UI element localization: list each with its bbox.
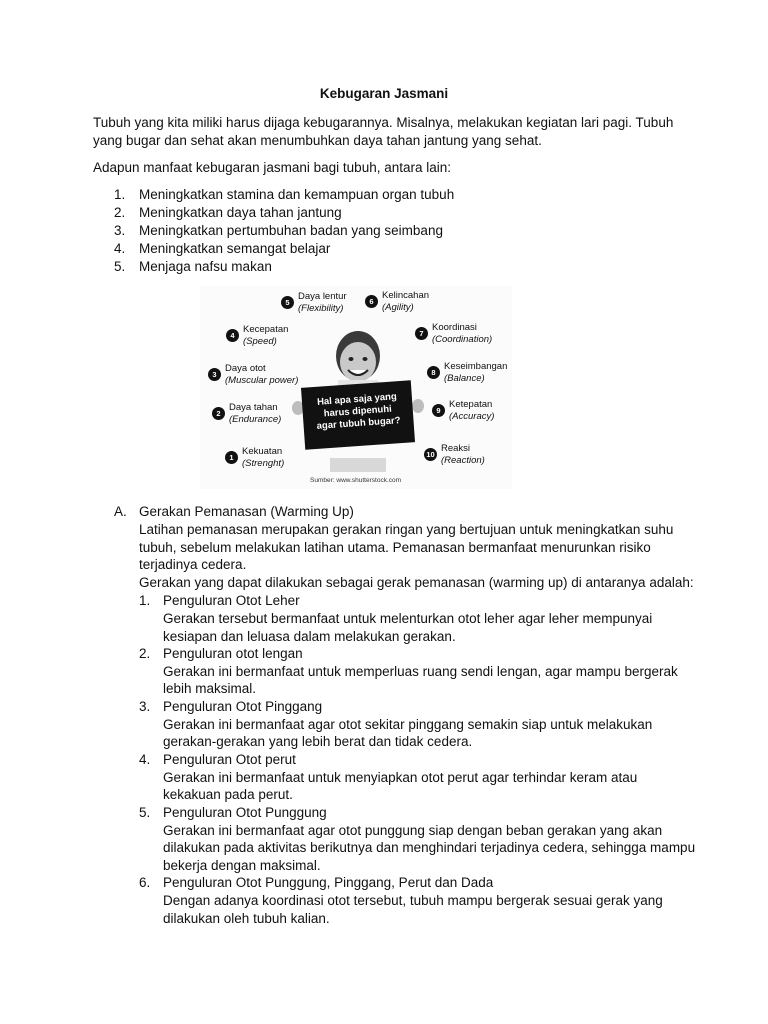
board-line: Hal apa saja yang xyxy=(316,391,398,408)
fitness-item-label: Kecepatan xyxy=(243,324,289,335)
fitness-item xyxy=(441,443,485,467)
fitness-item-english: (Speed) xyxy=(243,336,277,347)
list-item-number: 3. xyxy=(114,223,126,238)
section-paragraph-line: tubuh, sebelum melakukan latihan utama. Pemanasan bermanfaat menurunkan risiko xyxy=(139,540,651,555)
number-badge: 3 xyxy=(208,368,221,381)
fitness-item xyxy=(243,324,288,348)
subitem-number: 6. xyxy=(139,875,151,890)
fitness-item-english: (Endurance) xyxy=(229,414,282,425)
subitem-desc-line: gerakan-gerakan yang lebih berat dan tidak cedera. xyxy=(163,734,473,749)
number-badge: 7 xyxy=(415,327,428,340)
subitem-desc-line: Gerakan ini bermanfaat untuk menyiapkan otot perut agar terhindar keram atau xyxy=(163,770,638,785)
fitness-item-english: (Flexibility) xyxy=(298,303,344,314)
fitness-item xyxy=(449,399,494,423)
subitem-desc-line: Gerakan ini bermanfaat agar otot punggung siap dengan beban gerakan yang akan xyxy=(163,823,663,838)
section-paragraph-line: Latihan pemanasan merupakan gerakan ringan yang bertujuan untuk meningkatkan suhu xyxy=(139,522,674,537)
list-item-number: 1. xyxy=(114,187,126,202)
fitness-item xyxy=(229,402,281,426)
fitness-item-label: Daya lentur xyxy=(298,291,347,302)
subitem-desc-line: bekerja dengan maksimal. xyxy=(163,858,321,873)
page-title: Kebugaran Jasmani xyxy=(319,86,449,101)
fitness-item-label: Kekuatan xyxy=(242,446,283,457)
fitness-item-english: (Reaction) xyxy=(441,455,485,466)
fitness-item xyxy=(382,290,429,314)
subitem-desc-line: lebih maksimal. xyxy=(163,681,257,696)
subitem-title: Penguluran Otot Leher xyxy=(163,593,300,608)
fitness-item xyxy=(298,291,347,315)
subitem-desc-line: kesiapan dan leluasa dalam melakukan gerakan. xyxy=(163,629,456,644)
fitness-components-figure xyxy=(200,286,512,489)
subitem-title: Penguluran Otot Pinggang xyxy=(163,699,323,714)
subitem-title: Penguluran otot lengan xyxy=(163,646,303,661)
fitness-item xyxy=(432,322,492,346)
subitem-number: 1. xyxy=(139,593,151,608)
subitem-number: 2. xyxy=(139,646,151,661)
fitness-item xyxy=(444,361,507,385)
list-item: Meningkatkan semangat belajar xyxy=(139,241,331,256)
fitness-item-english: (Agility) xyxy=(382,302,414,313)
list-item: Meningkatkan pertumbuhan badan yang seimbang xyxy=(139,223,443,238)
board-line: agar tubuh bugar? xyxy=(316,415,401,432)
fitness-item-label: Daya otot xyxy=(225,363,266,374)
list-item: Meningkatkan stamina dan kemampuan organ tubuh xyxy=(139,187,455,202)
subitem-desc-line: Dengan adanya koordinasi otot tersebut, tubuh mampu bergerak sesuai gerak yang xyxy=(163,893,663,908)
subitem-desc-line: Gerakan tersebut bermanfaat untuk melenturkan otot leher agar leher mempunyai xyxy=(163,611,653,626)
number-badge: 10 xyxy=(424,448,437,461)
fitness-item-label: Keseimbangan xyxy=(444,361,508,372)
subitem-desc-line: Gerakan ini bermanfaat untuk memperluas ruang sendi lengan, agar mampu bergerak xyxy=(163,664,678,679)
list-item-number: 4. xyxy=(114,241,126,256)
section-paragraph-line: Gerakan yang dapat dilakukan sebagai gerak pemanasan (warming up) di antaranya adalah: xyxy=(139,575,694,590)
number-badge: 9 xyxy=(432,404,445,417)
fitness-item-english: (Coordination) xyxy=(432,334,493,345)
subitem-number: 3. xyxy=(139,699,151,714)
fitness-item xyxy=(242,446,284,470)
fitness-item xyxy=(225,363,298,387)
intro-paragraph: Tubuh yang kita miliki harus dijaga kebugarannya. Misalnya, melakukan kegiatan lari pagi. Tubuh yang bugar dan sehat akan menumbuhkan daya tahan jantung yang sehat. xyxy=(93,115,674,148)
number-badge: 1 xyxy=(225,451,238,464)
list-item-number: 5. xyxy=(114,259,126,274)
benefits-intro: Adapun manfaat kebugaran jasmani bagi tubuh, antara lain: xyxy=(93,160,452,175)
subitem-number: 5. xyxy=(139,805,151,820)
subitem-desc-line: Gerakan ini bermanfaat agar otot sekitar pinggang semakin siap untuk melakukan xyxy=(163,717,653,732)
subitem-title: Penguluran Otot Punggung xyxy=(163,805,327,820)
number-badge: 8 xyxy=(427,366,440,379)
section-heading: Gerakan Pemanasan (Warming Up) xyxy=(139,504,354,519)
subitem-title: Penguluran Otot perut xyxy=(163,752,296,767)
fitness-item-english: (Strenght) xyxy=(242,458,285,469)
board-line: harus dipenuhi xyxy=(323,403,393,420)
number-badge: 6 xyxy=(365,295,378,308)
fitness-item-label: Kelincahan xyxy=(382,290,430,301)
section-marker: A. xyxy=(114,504,127,519)
subitem-desc-line: kekakuan pada perut. xyxy=(163,787,293,802)
subitem-title: Penguluran Otot Punggung, Pinggang, Perut dan Dada xyxy=(163,875,494,890)
section-paragraph-line: terjadinya cedera. xyxy=(139,557,247,572)
number-badge: 5 xyxy=(281,296,294,309)
list-item: Meningkatkan daya tahan jantung xyxy=(139,205,342,220)
list-item-number: 2. xyxy=(114,205,126,220)
fitness-item-english: (Muscular power) xyxy=(225,375,299,386)
subitem-desc-line: dilakukan pada aktivitas berikutnya dan menghindari terjadinya cedera, sehingga mampu xyxy=(163,840,696,855)
list-item: Menjaga nafsu makan xyxy=(139,259,272,274)
question-board xyxy=(301,380,415,450)
subitem-desc-line: dilakukan oleh tubuh kalian. xyxy=(163,911,330,926)
number-badge: 2 xyxy=(212,407,225,420)
number-badge: 4 xyxy=(226,329,239,342)
image-source: Sumber: www.shutterstock.com xyxy=(310,477,402,484)
subitem-number: 4. xyxy=(139,752,151,767)
fitness-item-label: Reaksi xyxy=(441,443,471,454)
fitness-item-label: Ketepatan xyxy=(449,399,493,410)
fitness-item-english: (Balance) xyxy=(444,373,485,384)
fitness-item-label: Koordinasi xyxy=(432,322,477,333)
fitness-item-label: Daya tahan xyxy=(229,402,278,413)
fitness-item-english: (Accuracy) xyxy=(449,411,495,422)
